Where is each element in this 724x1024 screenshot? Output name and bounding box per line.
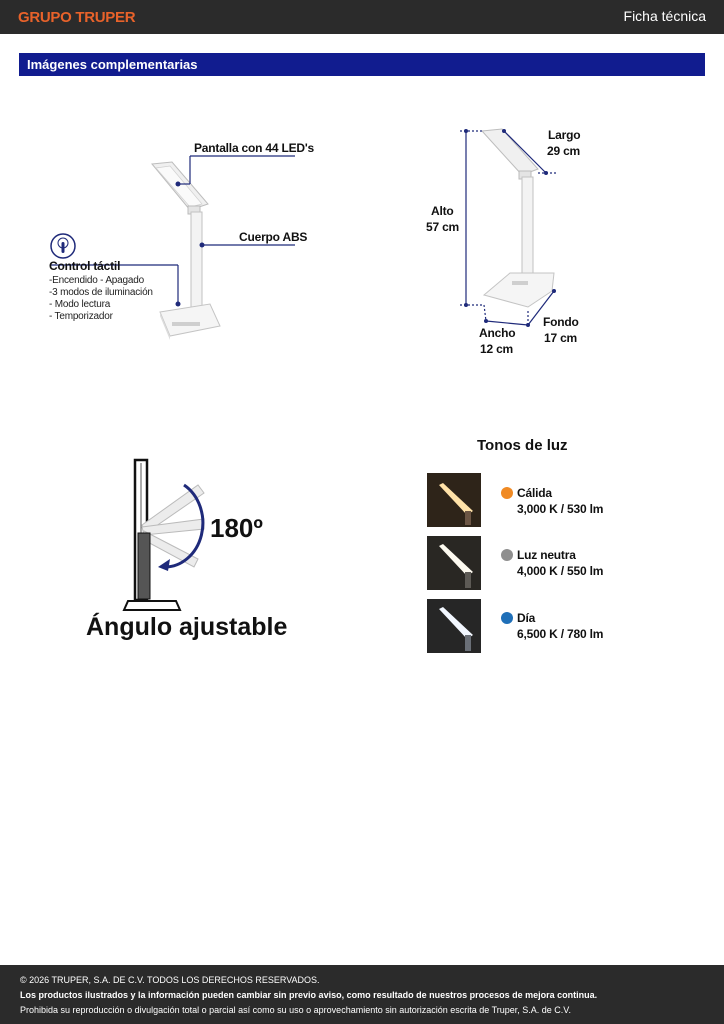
warm-color-dot — [501, 487, 513, 499]
copyright-text: © 2026 TRUPER, S.A. DE C.V. TODOS LOS DERECHOS RESERVADOS. — [20, 975, 320, 985]
largo-value: 29 cm — [547, 144, 581, 158]
touch-item: -3 modos de iluminación — [49, 287, 153, 298]
touch-item: - Modo lectura — [49, 299, 111, 310]
alto-value: 57 cm — [426, 220, 460, 234]
warm-light-swatch — [427, 473, 481, 527]
fondo-value: 17 cm — [544, 331, 578, 345]
fondo-label: Fondo — [543, 315, 579, 329]
angle-figure — [80, 455, 300, 655]
section-title: Imágenes complementarias — [27, 57, 198, 72]
tone-spec: 4,000 K / 550 lm — [517, 564, 604, 578]
touch-item: - Temporizador — [49, 311, 113, 322]
brand-logo[interactable]: GRUPO TRUPER — [18, 9, 136, 26]
tone-name: Cálida — [517, 486, 552, 500]
dimensions-figure — [420, 125, 620, 365]
body-label: Cuerpo ABS — [239, 230, 308, 244]
touch-control-title: Control táctil — [49, 259, 121, 273]
tone-name: Día — [517, 611, 536, 625]
touch-item: -Encendido - Apagado — [49, 275, 144, 286]
neutral-light-swatch — [427, 536, 481, 590]
touch-icon — [49, 232, 77, 260]
screen-label: Pantalla con 44 LED's — [194, 141, 315, 155]
day-color-dot — [501, 612, 513, 624]
top-header — [0, 0, 724, 34]
document-type: Ficha técnica — [623, 8, 706, 24]
largo-label: Largo — [548, 128, 581, 142]
angle-caption: Ángulo ajustable — [86, 613, 288, 641]
angle-degrees: 180º — [210, 513, 263, 543]
section-header — [19, 53, 705, 76]
notice-text: Los productos ilustrados y la información pueden cambiar sin previo aviso, como resultado de nuestros procesos de mejora continua. — [20, 990, 598, 1000]
footer — [0, 965, 724, 1024]
tones-figure — [420, 435, 650, 665]
lamp-dimensions-illustration — [420, 125, 620, 365]
features-figure — [40, 130, 315, 350]
tone-spec: 3,000 K / 530 lm — [517, 502, 604, 516]
alto-label: Alto — [431, 204, 454, 218]
prohibition-text: Prohibida su reproducción o divulgación total o parcial así como su uso o aprovechamiento sin autorización escrita de Truper, S.A. de C.V. — [20, 1005, 571, 1015]
day-light-swatch — [427, 599, 481, 653]
ancho-value: 12 cm — [480, 342, 514, 356]
neutral-color-dot — [501, 549, 513, 561]
tone-name: Luz neutra — [517, 548, 576, 562]
tones-title: Tonos de luz — [477, 437, 568, 454]
ancho-label: Ancho — [479, 326, 516, 340]
tone-spec: 6,500 K / 780 lm — [517, 627, 604, 641]
lamp-angle-illustration — [80, 455, 300, 615]
